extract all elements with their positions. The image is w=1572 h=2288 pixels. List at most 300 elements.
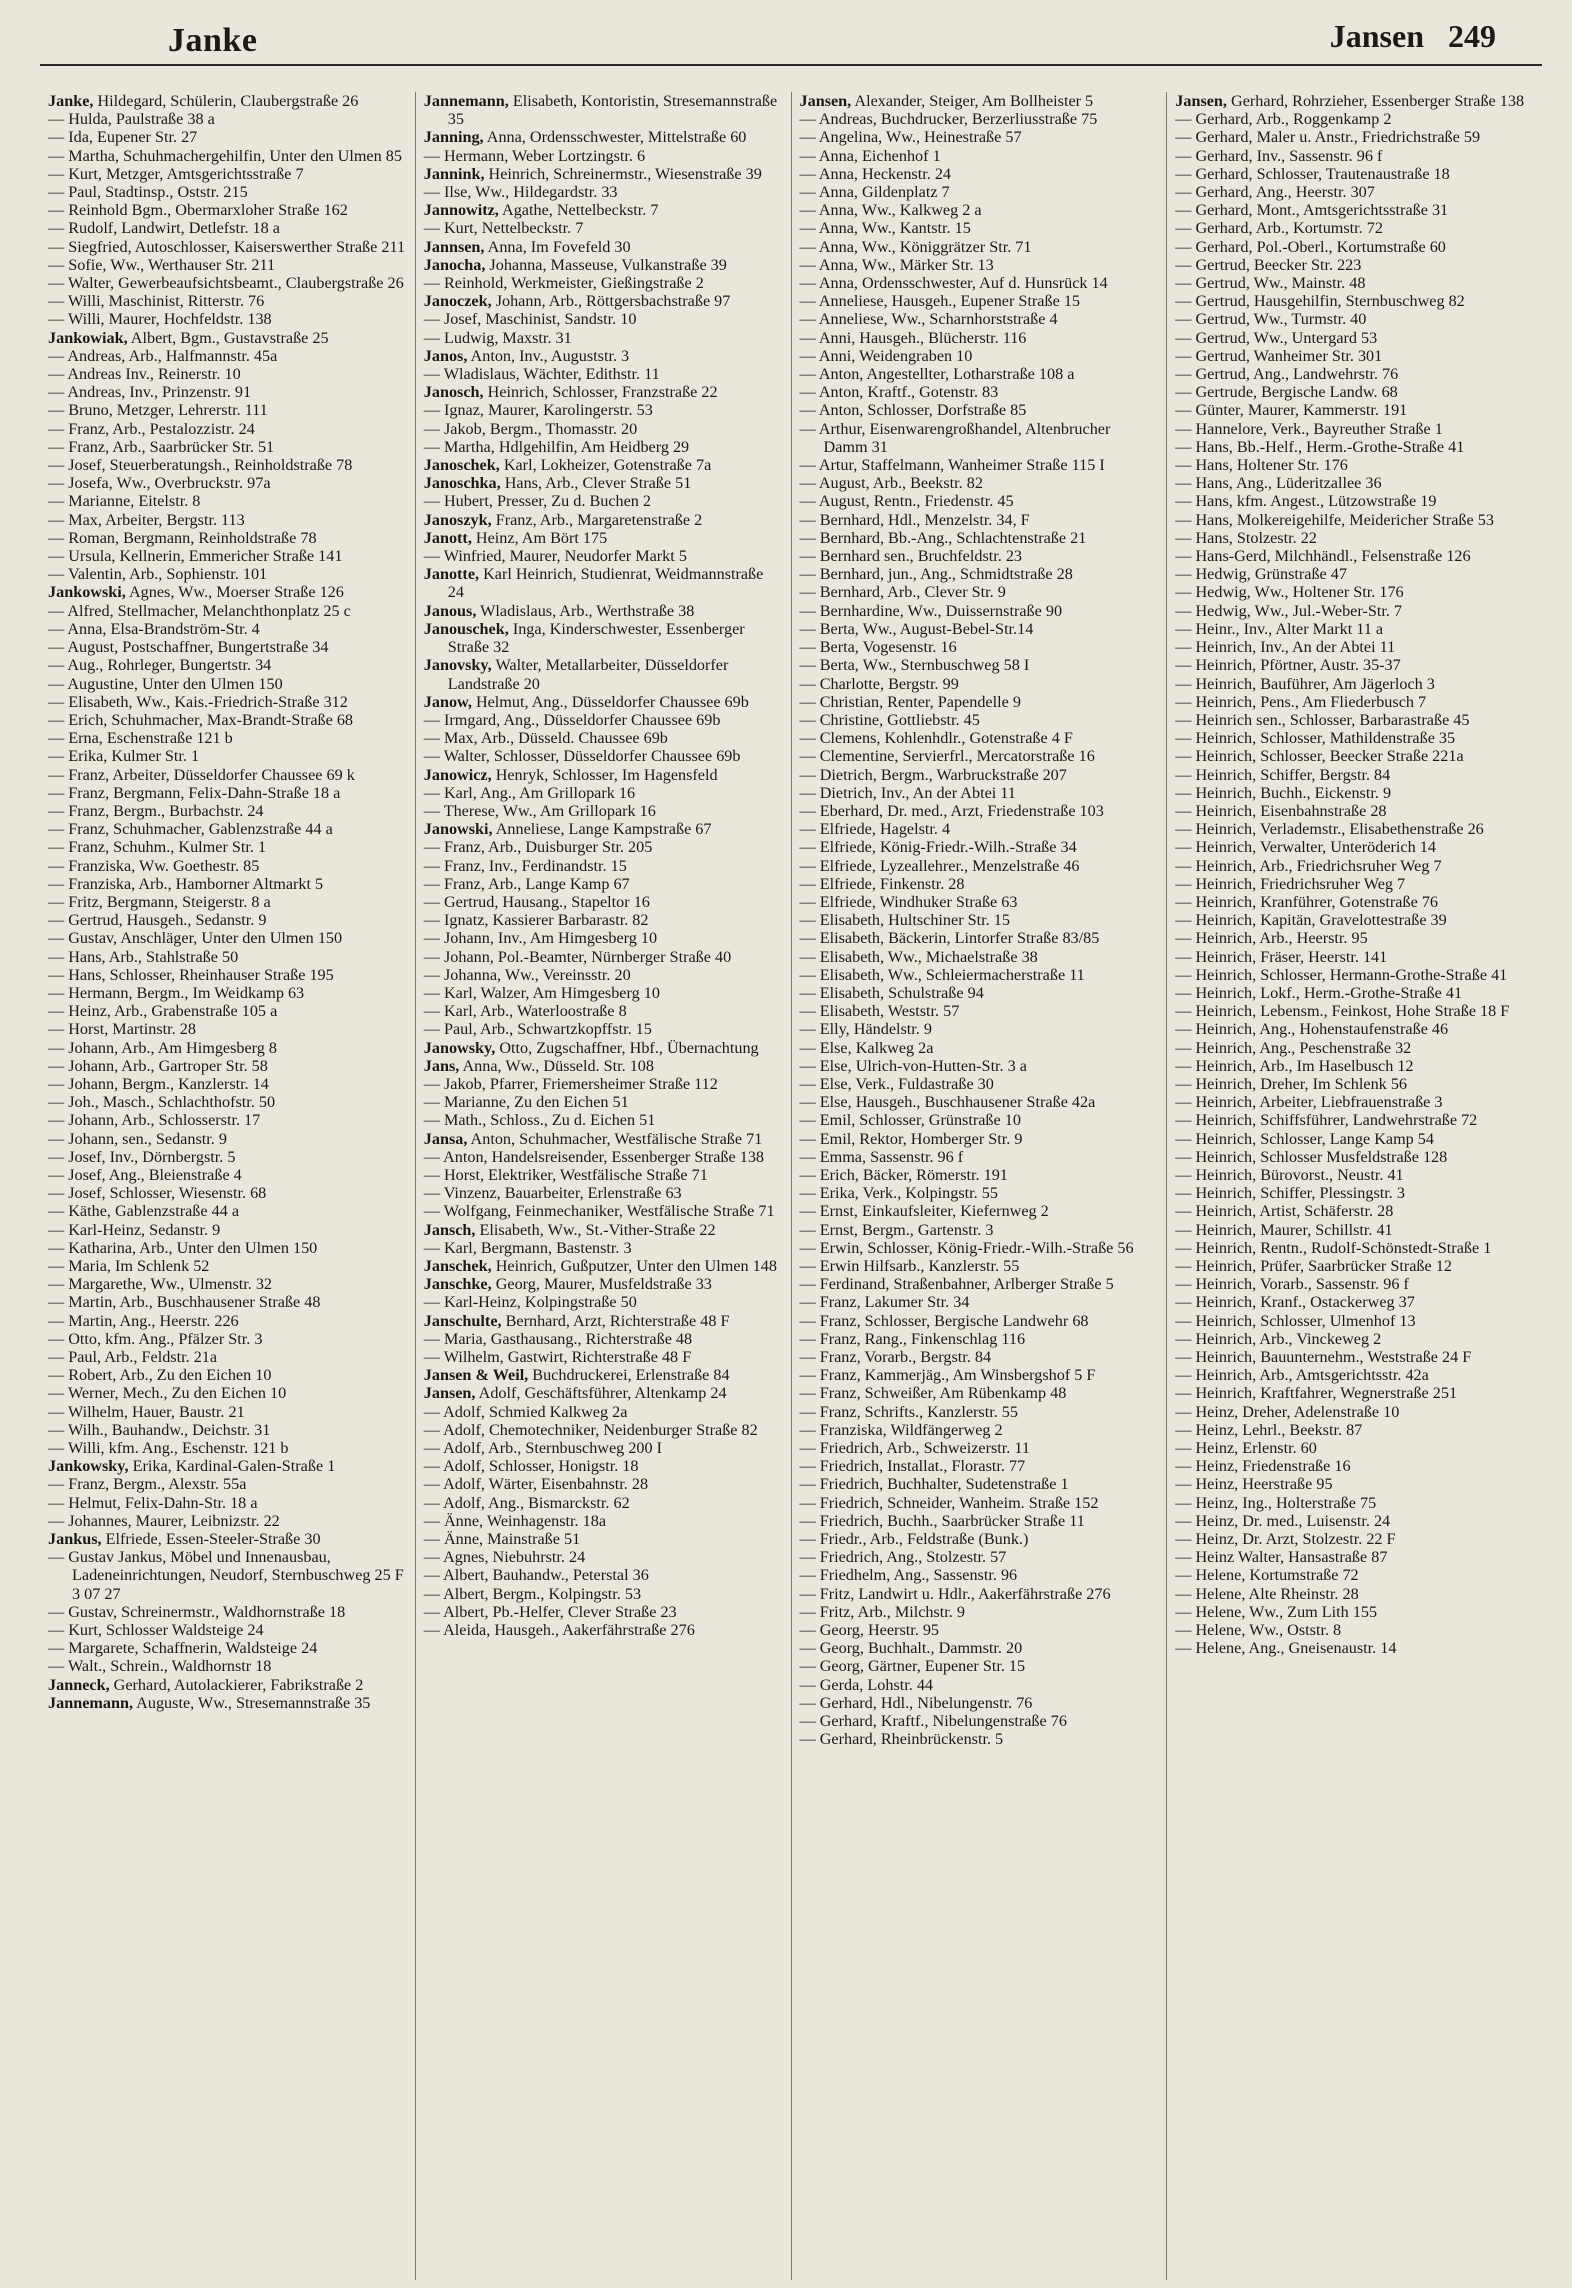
directory-entry (1175, 110, 1534, 128)
directory-entry (424, 329, 783, 347)
directory-entry (800, 1421, 1159, 1439)
entry-text: Anton, Inv., Auguststr. 3 (470, 346, 630, 365)
directory-entry (800, 1166, 1159, 1184)
entry-text: Hildegard, Schülerin, Claubergstraße 26 (97, 92, 359, 110)
directory-entry (1175, 711, 1534, 729)
entry-text: — Heinrich, Kranf., Ostackerweg 37 (1175, 1293, 1415, 1312)
directory-entry (800, 693, 1159, 711)
entry-text: Auguste, Ww., Stresemannstraße 35 (136, 1693, 371, 1712)
directory-entry (424, 401, 783, 419)
entry-text: — Franz, Bergmann, Felix-Dahn-Straße 18 a (48, 783, 341, 802)
directory-entry (48, 1403, 407, 1421)
entry-text: — Heinrich, Buchh., Eickenstr. 9 (1175, 783, 1392, 802)
entry-text: — Roman, Bergmann, Reinholdstraße 78 (48, 528, 317, 547)
entry-text: — Ludwig, Maxstr. 31 (423, 328, 572, 347)
entry-text: — Max, Arb., Düsseld. Chaussee 69b (423, 729, 668, 748)
directory-entry (1175, 1384, 1534, 1402)
directory-entry (424, 929, 783, 947)
directory-entry (1175, 1093, 1534, 1111)
directory-entry (800, 1457, 1159, 1475)
directory-entry (800, 1494, 1159, 1512)
entry-text: — Anneliese, Ww., Scharnhorststraße 4 (799, 310, 1058, 329)
directory-entry (800, 1184, 1159, 1202)
entry-surname: Janos, (423, 346, 468, 365)
entry-surname: Janning, (423, 128, 484, 147)
directory-entry (1175, 1348, 1534, 1366)
directory-entry (800, 893, 1159, 911)
entry-text: Johann, Arb., Röttgersbachstraße 97 (495, 292, 731, 311)
entry-text: — Heinrich, Bürovorst., Neustr. 41 (1175, 1165, 1404, 1184)
directory-entry (800, 1621, 1159, 1639)
entry-text: — Josef, Steuerberatungsh., Reinholdstraße 78 (48, 456, 353, 475)
entry-text: — Gerhard, Arb., Roggenkamp 2 (1175, 110, 1392, 129)
directory-entry (424, 165, 783, 183)
entry-text: — Elfriede, König-Friedr.-Wilh.-Straße 34 (799, 838, 1077, 857)
entry-text: — Marianne, Zu den Eichen 51 (423, 1093, 629, 1112)
entry-text: — Robert, Arb., Zu den Eichen 10 (48, 1366, 272, 1385)
directory-entry (424, 656, 783, 692)
directory-entry (1175, 365, 1534, 383)
entry-surname: Janoschka, (423, 474, 501, 493)
entry-text: — Erwin Hilfsarb., Kanzlerstr. 55 (799, 1257, 1020, 1275)
entry-text: — Franz, Kammerjäg., Am Winsbergshof 5 F (799, 1366, 1096, 1385)
directory-entry (800, 1694, 1159, 1712)
entry-text: — Hans, Molkereigehilfe, Meidericher Straße 53 (1175, 510, 1494, 529)
directory-entry (424, 456, 783, 474)
directory-entry (424, 1403, 783, 1421)
directory-entry (424, 1475, 783, 1493)
directory-entry (800, 183, 1159, 201)
directory-entry (48, 729, 407, 747)
directory-entry (48, 1148, 407, 1166)
entry-text: — Johann, Arb., Gartroper Str. 58 (48, 1056, 268, 1075)
directory-entry (800, 1676, 1159, 1694)
directory-entry (48, 1184, 407, 1202)
entry-text: — Hermann, Bergm., Im Weidkamp 63 (48, 983, 305, 1002)
directory-entry (1175, 547, 1534, 565)
directory-entry (1175, 1566, 1534, 1584)
directory-entry (48, 310, 407, 328)
entry-text: — Anneliese, Hausgeh., Eupener Straße 15 (799, 292, 1081, 311)
directory-entry (424, 1111, 783, 1129)
directory-entry (48, 929, 407, 947)
entry-text: — Franziska, Wildfängerweg 2 (799, 1420, 1003, 1439)
directory-entry (48, 875, 407, 893)
entry-text: — Else, Verk., Fuldastraße 30 (799, 1074, 994, 1093)
directory-entry (48, 1166, 407, 1184)
entry-text: — Karl, Bergmann, Bastenstr. 3 (423, 1238, 632, 1257)
entry-text: — Irmgard, Ang., Düsseldorfer Chaussee 69b (423, 710, 721, 729)
entry-text: — Anni, Hausgeh., Blücherstr. 116 (799, 328, 1027, 347)
entry-surname: Jankowiak, (48, 328, 128, 347)
directory-entry (424, 1384, 783, 1402)
entry-text: — Ignatz, Kassierer Barbarastr. 82 (423, 911, 649, 930)
entry-text: Hans, Arb., Clever Straße 51 (504, 474, 692, 493)
directory-entry (1175, 1494, 1534, 1512)
entry-text: — Paul, Arb., Feldstr. 21a (48, 1348, 218, 1367)
directory-entry (800, 383, 1159, 401)
directory-entry (48, 1657, 407, 1675)
directory-entry (424, 565, 783, 601)
directory-entry (800, 292, 1159, 310)
entry-text: — August, Postschaffner, Bungertstraße 34 (48, 638, 329, 657)
directory-entry (424, 147, 783, 165)
directory-entry (48, 1075, 407, 1093)
directory-entry (48, 492, 407, 510)
directory-entry (800, 420, 1159, 456)
directory-entry (1175, 474, 1534, 492)
entry-surname: Janowicz, (423, 765, 492, 784)
directory-entry (800, 511, 1159, 529)
entry-text: — Elfriede, Windhuker Straße 63 (799, 892, 1018, 911)
directory-entry (424, 292, 783, 310)
entry-text: — Heinrich, Schlosser, Mathildenstraße 35 (1175, 729, 1456, 748)
entry-text: — Berta, Vogesenstr. 16 (799, 638, 957, 657)
directory-entry (48, 1002, 407, 1020)
entry-text: — Heinrich sen., Schlosser, Barbarastraße 45 (1175, 710, 1470, 729)
entry-text: — Walt., Schrein., Waldhornstr 18 (48, 1657, 272, 1676)
entry-text: — Anna, Ww., Königgrätzer Str. 71 (799, 237, 1032, 256)
directory-entry (800, 583, 1159, 601)
directory-entry (800, 1548, 1159, 1566)
entry-surname: Jankowski, (48, 583, 126, 602)
directory-entry (800, 492, 1159, 510)
directory-entry (424, 875, 783, 893)
entry-text: — Karl, Ang., Am Grillopark 16 (423, 783, 636, 802)
entry-text: — Else, Kalkweg 2a (799, 1038, 934, 1057)
entry-text: — Gerhard, Mont., Amtsgerichtsstraße 31 (1175, 201, 1449, 220)
directory-entry (800, 1020, 1159, 1038)
entry-text: — Hans, Stolzestr. 22 (1175, 528, 1317, 547)
entry-text: — Arthur, Eisenwarengroßhandel, Altenbrucher Damm 31 (799, 419, 1111, 456)
entry-text: — Gerhard, Rheinbrückenstr. 5 (799, 1730, 1004, 1749)
entry-text: Erika, Kardinal-Galen-Straße 1 (132, 1457, 336, 1476)
entry-text: — Andreas, Arb., Halfmannstr. 45a (48, 346, 278, 365)
directory-entry (800, 565, 1159, 583)
entry-surname: Jannink, (423, 164, 485, 183)
entry-text: — Heinrich, Dreher, Im Schlenk 56 (1175, 1074, 1408, 1093)
entry-text: — Albert, Bauhandw., Peterstal 36 (423, 1566, 649, 1585)
directory-entry (48, 420, 407, 438)
directory-entry (48, 274, 407, 292)
directory-entry (800, 711, 1159, 729)
directory-entry (48, 1548, 407, 1603)
entry-text: — Anna, Ww., Kantstr. 15 (799, 219, 971, 238)
directory-entry (1175, 893, 1534, 911)
directory-entry (424, 729, 783, 747)
directory-entry (1175, 347, 1534, 365)
directory-entry (1175, 1475, 1534, 1493)
directory-entry (1175, 1403, 1534, 1421)
directory-entry (424, 474, 783, 492)
directory-entry (1175, 183, 1534, 201)
directory-entry (424, 1366, 783, 1384)
directory-entry (424, 383, 783, 401)
directory-entry (1175, 456, 1534, 474)
column-3 (792, 92, 1168, 2280)
entry-text: — Anton, Handelsreisender, Essenberger Straße 138 (423, 1147, 765, 1166)
entry-text: — Erich, Bäcker, Römerstr. 191 (799, 1165, 1008, 1184)
directory-entry (48, 620, 407, 638)
directory-entry (424, 1566, 783, 1584)
directory-entry (1175, 1421, 1534, 1439)
directory-entry (424, 92, 783, 128)
entry-text: — Gertrude, Bergische Landw. 68 (1175, 383, 1398, 402)
entry-text: — Änne, Weinhagenstr. 18a (423, 1511, 607, 1530)
directory-entry (800, 1111, 1159, 1129)
entry-text: — Martin, Ang., Heerstr. 226 (48, 1311, 239, 1330)
directory-entry (1175, 729, 1534, 747)
entry-surname: Jansch, (423, 1220, 476, 1239)
entry-text: — Georg, Heerstr. 95 (799, 1621, 940, 1640)
entry-text: — Heinz, Dr. Arzt, Stolzestr. 22 F (1175, 1530, 1396, 1549)
entry-text: — Georg, Gärtner, Eupener Str. 15 (799, 1657, 1026, 1676)
entry-text: — Andreas, Buchdrucker, Berzerliusstraße 75 (799, 110, 1098, 129)
directory-entry (48, 948, 407, 966)
directory-entry (48, 1257, 407, 1275)
entry-text: — Johann, Arb., Schlosserstr. 17 (48, 1111, 261, 1130)
directory-entry (48, 1221, 407, 1239)
directory-entry (424, 984, 783, 1002)
directory-entry (48, 1494, 407, 1512)
entry-text: — Reinhold, Werkmeister, Gießingstraße 2 (423, 274, 704, 293)
directory-entry (1175, 948, 1534, 966)
directory-entry (1175, 256, 1534, 274)
entry-text: Elisabeth, Kontoristin, Stresemannstraße 35 (447, 92, 778, 129)
entry-text: — Heinrich, Bauunternehm., Weststraße 24 F (1175, 1348, 1472, 1367)
entry-text: — Gertrud, Wanheimer Str. 301 (1175, 346, 1383, 365)
directory-entry (424, 1330, 783, 1348)
entry-text: — Heinrich, Ang., Hohenstaufenstraße 46 (1175, 1020, 1449, 1039)
directory-entry (800, 929, 1159, 947)
entry-text: — Aug., Rohrleger, Bungertstr. 34 (48, 656, 272, 675)
directory-entry (1175, 675, 1534, 693)
directory-entry (48, 1093, 407, 1111)
directory-entry (48, 766, 407, 784)
entry-text: — Friedhelm, Ang., Sassenstr. 96 (799, 1566, 1018, 1585)
directory-entry (1175, 219, 1534, 237)
running-head-right (1330, 18, 1496, 55)
directory-entry (424, 1548, 783, 1566)
directory-entry (800, 838, 1159, 856)
entry-text: — Bernhard, Hdl., Menzelstr. 34, F (799, 510, 1030, 529)
entry-text: — Gerhard, Ang., Heerstr. 307 (1175, 183, 1375, 202)
entry-text: — Gertrud, Hausang., Stapeltor 16 (423, 892, 650, 911)
entry-text: — Adolf, Schlosser, Honigstr. 18 (423, 1457, 639, 1476)
directory-entry (48, 1621, 407, 1639)
directory-entry (48, 602, 407, 620)
entry-text: — Franz, Schweißer, Am Rübenkamp 48 (799, 1384, 1067, 1403)
entry-text: — Adolf, Arb., Sternbuschweg 200 I (423, 1439, 663, 1458)
entry-text: — Artur, Staffelmann, Wanheimer Straße 115 I (799, 456, 1105, 475)
entry-text: — Heinrich, Pförtner, Austr. 35-37 (1175, 656, 1401, 675)
directory-entry (1175, 838, 1534, 856)
directory-entry (48, 1639, 407, 1657)
running-head-left: Janke (168, 22, 258, 59)
directory-entry (800, 1585, 1159, 1603)
entry-surname: Jannsen, (423, 237, 485, 256)
entry-text: — Heinrich, Verwalter, Unteröderich 14 (1175, 838, 1436, 857)
directory-entry (800, 347, 1159, 365)
entry-text: Georg, Maurer, Musfeldstraße 33 (495, 1275, 712, 1294)
entry-text: — Heinz, Ing., Holterstraße 75 (1175, 1493, 1377, 1512)
directory-entry (800, 1603, 1159, 1621)
entry-text: — Hans, Arb., Stahlstraße 50 (48, 947, 239, 966)
entry-surname: Janowski, (423, 820, 493, 839)
directory-entry (48, 1275, 407, 1293)
entry-text: Agathe, Nettelbeckstr. 7 (502, 201, 659, 220)
entry-surname: Jansa, (423, 1129, 468, 1148)
entry-text: — Werner, Mech., Zu den Eichen 10 (48, 1384, 287, 1403)
entry-text: — Bruno, Metzger, Lehrerstr. 111 (48, 401, 268, 420)
entry-text: — Heinr., Inv., Alter Markt 11 a (1175, 619, 1384, 638)
directory-entry (48, 1439, 407, 1457)
directory-entry (1175, 638, 1534, 656)
entry-text: — Kurt, Schlosser Waldsteige 24 (48, 1621, 264, 1640)
directory-entry (424, 274, 783, 292)
entry-text: — Kurt, Nettelbeckstr. 7 (423, 219, 584, 238)
entry-surname: Janotte, (423, 565, 480, 584)
directory-entry (1175, 147, 1534, 165)
entry-text: — Helene, Ww., Oststr. 8 (1175, 1621, 1342, 1640)
entry-text: — Wilhelm, Gastwirt, Richterstraße 48 F (423, 1348, 692, 1367)
entry-text: — Elfriede, Finkenstr. 28 (799, 874, 965, 893)
directory-entry (424, 219, 783, 237)
directory-entry (424, 492, 783, 510)
directory-entry (424, 948, 783, 966)
entry-text: — Heinrich, Schiffer, Bergstr. 84 (1175, 765, 1391, 784)
directory-entry (424, 1348, 783, 1366)
entry-text: — Franz, Bergm., Burbachstr. 24 (48, 801, 264, 820)
directory-entry (800, 1475, 1159, 1493)
entry-text: — Gustav Jankus, Möbel und Innenausbau, Ladeneinrichtungen, Neudorf, Sternbuschweg 25 F 3 07 27 (48, 1548, 404, 1603)
entry-text: — Elfriede, Hagelstr. 4 (799, 820, 951, 839)
directory-entry (800, 1075, 1159, 1093)
entry-text: — Rudolf, Landwirt, Detlefstr. 18 a (48, 219, 280, 238)
directory-entry (424, 1202, 783, 1220)
entry-text: — Paul, Arb., Schwartzkopffstr. 15 (423, 1020, 652, 1039)
entry-text: — August, Rentn., Friedenstr. 45 (799, 492, 1014, 511)
directory-entry (48, 1130, 407, 1148)
directory-entry (48, 1039, 407, 1057)
directory-entry (800, 1403, 1159, 1421)
directory-entry (1175, 1257, 1534, 1275)
entry-text: — Heinrich, Fräser, Heerstr. 141 (1175, 947, 1388, 966)
directory-entry (1175, 1020, 1534, 1038)
directory-entry (1175, 1202, 1534, 1220)
directory-entry (48, 1111, 407, 1129)
entry-text: — Bernhardine, Ww., Duissernstraße 90 (799, 601, 1063, 620)
entry-text: — Elisabeth, Ww., Kais.-Friedrich-Straße 312 (48, 692, 348, 711)
entry-text: — Else, Hausgeh., Buschhausener Straße 42a (799, 1093, 1096, 1112)
directory-entry (48, 401, 407, 419)
directory-entry (1175, 511, 1534, 529)
entry-surname: Janow, (423, 692, 472, 711)
entry-text: — Heinrich, Arb., Vinckeweg 2 (1175, 1329, 1382, 1348)
directory-entry (1175, 620, 1534, 638)
directory-entry (800, 238, 1159, 256)
directory-entry (1175, 1148, 1534, 1166)
entry-text: — Karl, Arb., Waterloostraße 8 (423, 1002, 627, 1021)
directory-entry (1175, 165, 1534, 183)
entry-text: — Franz, Arb., Lange Kamp 67 (423, 874, 630, 893)
entry-surname: Janott, (423, 528, 472, 547)
entry-text: — Angelina, Ww., Heinestraße 57 (799, 128, 1022, 147)
entry-text: Elfriede, Essen-Steeler-Straße 30 (105, 1530, 321, 1549)
entry-text: — Emma, Sassenstr. 96 f (799, 1147, 964, 1166)
entry-text: — Gerda, Lohstr. 44 (799, 1675, 934, 1694)
directory-entry (424, 602, 783, 620)
entry-text: — Siegfried, Autoschlosser, Kaiserswerther Straße 211 (48, 237, 406, 256)
entry-text: — Josef, Ang., Bleienstraße 4 (48, 1165, 242, 1184)
entry-surname: Janoszyk, (423, 510, 492, 529)
entry-text: — Jakob, Bergm., Thomasstr. 20 (423, 419, 638, 438)
entry-text: — Franz, Schrifts., Kanzlerstr. 55 (799, 1402, 1018, 1421)
directory-entry (1175, 656, 1534, 674)
directory-entry (1175, 492, 1534, 510)
directory-entry (800, 802, 1159, 820)
directory-entry (1175, 602, 1534, 620)
header-rule (40, 64, 1542, 66)
directory-entry (48, 438, 407, 456)
entry-text: — Wolfgang, Feinmechaniker, Westfälische Straße 71 (423, 1202, 775, 1221)
directory-entry (48, 966, 407, 984)
entry-text: — Willi, Maschinist, Ritterstr. 76 (48, 292, 265, 311)
entry-text: — Anna, Elsa-Brandström-Str. 4 (48, 619, 260, 638)
entry-text: — Heinrich, Schlosser, Lange Kamp 54 (1175, 1129, 1434, 1148)
directory-columns (40, 92, 1542, 2280)
directory-entry (48, 147, 407, 165)
directory-entry (48, 656, 407, 674)
entry-text: — Wilh., Bauhandw., Deichstr. 31 (48, 1420, 271, 1439)
directory-entry (424, 1585, 783, 1603)
entry-text: Karl Heinrich, Studienrat, Weidmannstraße 24 (447, 565, 764, 602)
entry-text: — Hans, Bb.-Helf., Herm.-Grothe-Straße 41 (1175, 437, 1465, 456)
directory-entry (1175, 1621, 1534, 1639)
directory-entry (800, 147, 1159, 165)
entry-text: — Karl-Heinz, Kolpingstraße 50 (423, 1293, 637, 1312)
entry-text: — Ursula, Kellnerin, Emmericher Straße 141 (48, 547, 343, 566)
entry-text: — Josef, Schlosser, Wiesenstr. 68 (48, 1184, 267, 1203)
entry-text: — Helene, Kortumstraße 72 (1175, 1566, 1359, 1585)
directory-entry (424, 547, 783, 565)
entry-text: Inga, Kinderschwester, Essenberger Straße 32 (447, 619, 745, 657)
entry-text: Otto, Zugschaffner, Hbf., Übernachtung (499, 1038, 759, 1057)
directory-entry (48, 820, 407, 838)
entry-text: Alexander, Steiger, Am Bollheister 5 (854, 92, 1094, 110)
entry-text: — Friedr., Arb., Feldstraße (Bunk.) (799, 1530, 1029, 1549)
directory-entry (48, 474, 407, 492)
directory-entry (1175, 693, 1534, 711)
entry-text: — Anna, Eichenhof 1 (799, 146, 941, 165)
directory-entry (800, 857, 1159, 875)
entry-text: — Hulda, Paulstraße 38 a (48, 110, 215, 129)
directory-entry (48, 256, 407, 274)
directory-entry (424, 802, 783, 820)
directory-entry (1175, 1075, 1534, 1093)
entry-text: Wladislaus, Arb., Werthstraße 38 (480, 601, 695, 620)
directory-entry (1175, 875, 1534, 893)
directory-entry (1175, 420, 1534, 438)
directory-entry (48, 219, 407, 237)
entry-text: — Heinz, Arb., Grabenstraße 105 a (48, 1002, 278, 1021)
entry-text: — Elisabeth, Bäckerin, Lintorfer Straße 83/85 (799, 929, 1100, 948)
entry-text: — Franziska, Arb., Hamborner Altmarkt 5 (48, 874, 324, 893)
directory-entry (1175, 747, 1534, 765)
directory-entry (424, 1184, 783, 1202)
entry-text: — Margarethe, Ww., Ulmenstr. 32 (48, 1275, 273, 1294)
entry-text: — Heinrich, Ang., Peschenstraße 32 (1175, 1038, 1412, 1057)
